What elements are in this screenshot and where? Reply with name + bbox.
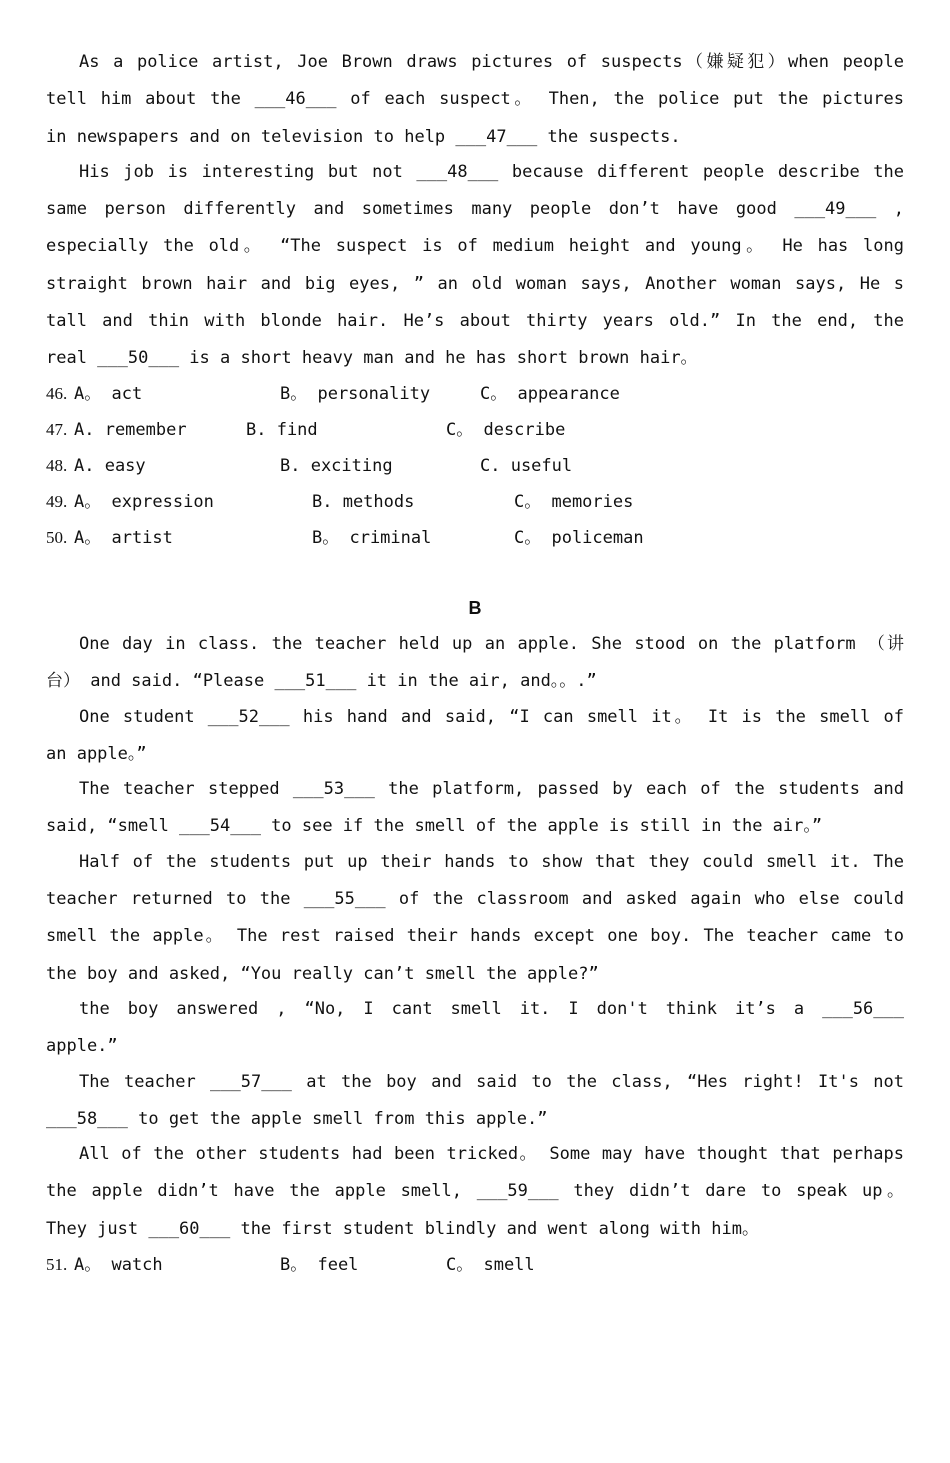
passage-a-line: same person differently and sometimes many people don’t have good ___49___ , <box>46 199 904 220</box>
question-number: 46. <box>46 384 68 403</box>
option-b: B. exciting <box>280 456 393 476</box>
passage-b-line: said, “smell ___54___ to see if the smell of the apple is still in the air。” <box>46 816 823 837</box>
question-47 <box>46 412 566 448</box>
option-b: B. find <box>246 420 318 440</box>
option-a: A。 expression <box>74 492 214 512</box>
passage-a-line: tall and thin with blonde hair. He’s about thirty years old.” In the end, the <box>46 311 904 332</box>
option-c: C. useful <box>480 456 573 476</box>
passage-b <box>46 626 904 1248</box>
passage-a-line: in newspapers and on television to help ___47___ the suspects. <box>46 126 681 147</box>
passage-b-line: All of the other students had been tricked。 Some may have thought that perhaps <box>79 1144 904 1165</box>
passage-b-line: smell the apple。 The rest raised their hands except one boy. The teacher came to <box>46 926 904 947</box>
passage-a <box>46 44 904 378</box>
passage-b-line: Half of the students put up their hands to show that they could smell it. The <box>79 851 904 872</box>
passage-b-line: The teacher stepped ___53___ the platform, passed by each of the students and <box>79 779 904 800</box>
passage-b-line: One student ___52___ his hand and said, “I can smell it。 It is the smell of <box>79 706 904 727</box>
question-51 <box>46 1247 535 1283</box>
option-b: B. methods <box>312 492 415 512</box>
question-number: 50. <box>46 528 68 547</box>
option-b: B。 criminal <box>312 528 432 548</box>
passage-a-line: tell him about the ___46___ of each suspect。 Then, the police put the pictures <box>46 89 904 110</box>
question-number: 47. <box>46 420 68 439</box>
passage-a-line: As a police artist, Joe Brown draws pictures of suspects（嫌疑犯）when people <box>79 52 904 72</box>
passage-b-line: teacher returned to the ___55___ of the classroom and asked again who else could <box>46 889 904 910</box>
passage-a-line: real ___50___ is a short heavy man and he has short brown hair。 <box>46 348 698 369</box>
option-a: A。 act <box>74 384 143 404</box>
option-a: A. easy <box>74 456 146 476</box>
option-c: C。 describe <box>446 420 566 440</box>
option-a: A。 watch <box>74 1255 163 1275</box>
option-c: C。 policeman <box>514 528 644 548</box>
passage-b-line: They just ___60___ the first student blindly and went along with him。 <box>46 1218 759 1239</box>
option-a: A。 artist <box>74 528 173 548</box>
option-c: C。 memories <box>514 492 634 512</box>
option-c: C。 appearance <box>480 384 620 404</box>
question-46 <box>46 376 620 412</box>
question-number: 48. <box>46 456 68 475</box>
passage-b-line: the apple didn’t have the apple smell, ___59___ they didn’t dare to speak up。 <box>46 1181 904 1202</box>
section-title: B <box>468 598 482 618</box>
passage-b-line: apple.” <box>46 1036 118 1057</box>
option-a: A. remember <box>74 420 187 440</box>
passage-a-line: especially the old。 “The suspect is of medium height and young。 He has long <box>46 236 904 257</box>
passage-b-line: The teacher ___57___ at the boy and said to the class, “Hes right! It's not <box>79 1071 904 1092</box>
passage-b-line: an apple。” <box>46 743 147 764</box>
passage-b-line: ___58___ to get the apple smell from this apple.” <box>46 1108 548 1129</box>
option-b: B。 personality <box>280 384 431 404</box>
option-c: C。 smell <box>446 1255 535 1275</box>
question-number: 51. <box>46 1255 68 1274</box>
question-48 <box>46 448 573 484</box>
passage-a-line: straight brown hair and big eyes, ” an old woman says, Another woman says, He s <box>46 273 904 294</box>
passage-a-line: His job is interesting but not ___48___ because different people describe the <box>79 161 904 182</box>
passage-b-line: 台） and said. “Please ___51___ it in the air, and。。.” <box>46 671 597 692</box>
passage-b-line: the boy and asked, “You really can’t smell the apple?” <box>46 963 599 984</box>
passage-b-line: One day in class. the teacher held up an apple. She stood on the platform （讲 <box>79 634 904 654</box>
question-number: 49. <box>46 492 68 511</box>
option-b: B。 feel <box>280 1255 359 1275</box>
question-49 <box>46 484 634 520</box>
passage-b-line: the boy answered , “No, I cant smell it. I don't think it’s a ___56___ <box>79 998 904 1019</box>
question-50 <box>46 520 644 556</box>
